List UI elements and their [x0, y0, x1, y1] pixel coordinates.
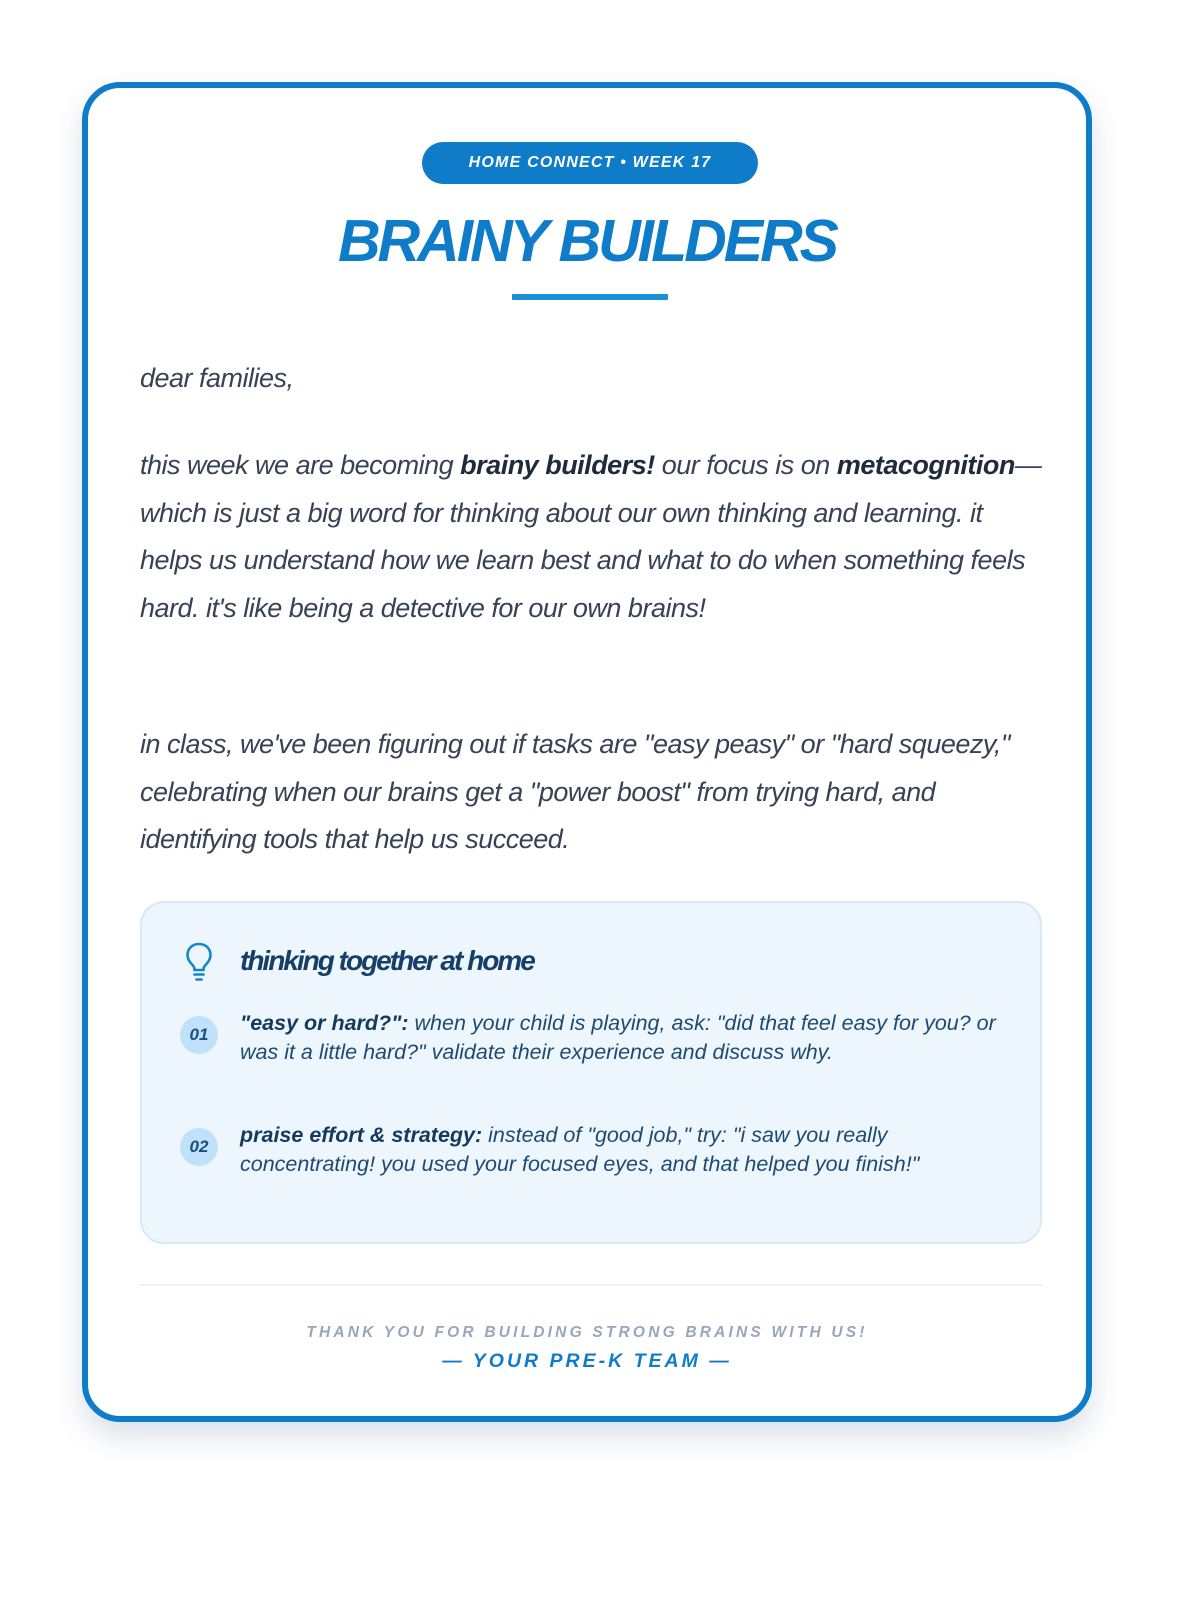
newsletter-card: [82, 82, 1092, 1422]
tips-box: [140, 901, 1042, 1244]
page-title: BRAINY BUILDERS: [337, 208, 837, 274]
tip-number-badge: 01: [180, 1016, 218, 1054]
tip-body: when your child is playing, ask: "did that feel easy for you? or was it a little hard?" validate their experience and discuss why.: [240, 1011, 996, 1064]
lightbulb-icon: [184, 941, 214, 983]
tip-text: [240, 1009, 1000, 1067]
intro-text-1: this week we are becoming: [140, 450, 461, 480]
letter-paragraph-intro: [140, 442, 1050, 632]
footer-divider: [140, 1284, 1042, 1286]
tip-body: instead of "good job," try: "i saw you really concentrating! you used your focused eyes, and that helped you finish!": [240, 1123, 920, 1176]
intro-bold-brainy-builders: brainy builders!: [460, 450, 655, 480]
intro-text-3: —which is just a big word for thinking about our own thinking and learning. it helps us understand how we learn best and what to do when something feels hard. it's like being a detective for our own brains!: [140, 450, 1042, 623]
letter-paragraph-class: in class, we've been figuring out if tasks are "easy peasy" or "hard squeezy," celebrating when our brains get a "power boost" from trying hard, and identifying tools that help us succeed.: [140, 729, 1010, 854]
footer-thanks: THANK YOU FOR BUILDING STRONG BRAINS WITH US!: [306, 1324, 868, 1341]
intro-text-2: our focus is on: [654, 450, 837, 480]
title-underline: [512, 294, 668, 300]
tip-label: "easy or hard?":: [240, 1011, 409, 1035]
footer-signature: — YOUR PRE-K TEAM —: [442, 1350, 732, 1372]
tip-number-badge: 02: [180, 1128, 218, 1166]
tip-text: [240, 1121, 1000, 1179]
tips-title: thinking together at home: [240, 945, 534, 976]
tip-label: praise effort & strategy:: [240, 1123, 483, 1147]
week-badge: HOME CONNECT • WEEK 17: [422, 142, 758, 184]
letter-greeting: dear families,: [140, 363, 294, 393]
intro-bold-metacognition: metacognition: [836, 450, 1015, 480]
